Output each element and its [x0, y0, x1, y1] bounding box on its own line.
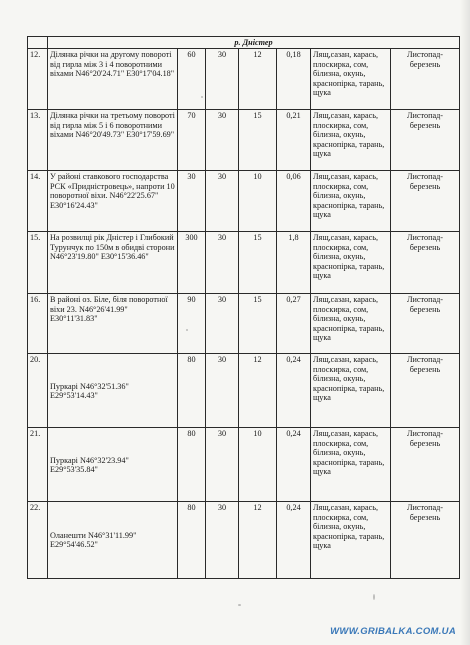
width-value: 30	[206, 171, 239, 232]
depth-value: 12	[239, 49, 277, 110]
location-description: Ділянка річки на третьому повороті від гирла між 5 і 6 поворотними віхами N46°20'49.73" E30°17'59.69"	[48, 110, 178, 171]
width-value: 30	[206, 428, 239, 502]
depth-value: 10	[239, 428, 277, 502]
width-value: 30	[206, 49, 239, 110]
depth-value: 12	[239, 502, 277, 579]
row-number: 13.	[28, 110, 48, 171]
fishing-areas-table	[27, 36, 460, 579]
row-number: 12.	[28, 49, 48, 110]
fish-species: Лящ,сазан, карась, плоскирка, сом, білизна, окунь, краснопірка, тарань, щука	[311, 428, 391, 502]
fishing-period: Листопад-березень	[391, 49, 460, 110]
depth-value: 12	[239, 354, 277, 428]
area-value: 0,21	[277, 110, 311, 171]
fishing-period: Листопад-березень	[391, 354, 460, 428]
fish-species: Лящ,сазан, карась, плоскирка, сом, білизна, окунь, краснопірка, тарань, щука	[311, 354, 391, 428]
row-number: 21.	[28, 428, 48, 502]
row-number: 15.	[28, 232, 48, 294]
fishing-period: Листопад-березень	[391, 294, 460, 354]
fishing-period: Листопад-березень	[391, 232, 460, 294]
river-name: р. Дністер	[48, 37, 460, 49]
scan-speck	[373, 594, 375, 600]
length-value: 80	[178, 354, 206, 428]
table-row	[28, 110, 460, 171]
area-value: 0,18	[277, 49, 311, 110]
width-value: 30	[206, 232, 239, 294]
table-row	[28, 49, 460, 110]
fishing-period: Листопад-березень	[391, 110, 460, 171]
depth-value: 10	[239, 171, 277, 232]
fish-species: Лящ,сазан, карась, плоскирка, сом, білизна, окунь, краснопірка, тарань, щука	[311, 49, 391, 110]
location-description: Оланешти N46°31'11.99" E29°54'46.52"	[48, 502, 178, 579]
fishing-period: Листопад-березень	[391, 428, 460, 502]
row-number: 22.	[28, 502, 48, 579]
depth-value: 15	[239, 110, 277, 171]
length-value: 60	[178, 49, 206, 110]
depth-value: 15	[239, 294, 277, 354]
length-value: 80	[178, 502, 206, 579]
length-value: 300	[178, 232, 206, 294]
fish-species: Лящ,сазан, карась, плоскирка, сом, білизна, окунь, краснопірка, тарань, щука	[311, 110, 391, 171]
table-row	[28, 232, 460, 294]
fish-species: Лящ,сазан, карась, плоскирка, сом, білизна, окунь, краснопірка, тарань, щука	[311, 294, 391, 354]
fish-species: Лящ,сазан, карась, плоскирка, сом, білизна, окунь, краснопірка, тарань, щука	[311, 502, 391, 579]
width-value: 30	[206, 110, 239, 171]
width-value: 30	[206, 354, 239, 428]
location-description: У районі ставкового господарства РСК «Придністровець», напроти 10 поворотної віхи. N46°22'25.67" E30°16'24.43"	[48, 171, 178, 232]
area-value: 0,06	[277, 171, 311, 232]
row-number: 14.	[28, 171, 48, 232]
length-value: 30	[178, 171, 206, 232]
width-value: 30	[206, 502, 239, 579]
fishing-period: Листопад-березень	[391, 502, 460, 579]
length-value: 90	[178, 294, 206, 354]
table-row	[28, 502, 460, 579]
location-description: Пуркарі N46°32'23.94" E29°53'35.84"	[48, 428, 178, 502]
depth-value: 15	[239, 232, 277, 294]
scan-speck	[201, 96, 203, 98]
area-value: 0,24	[277, 354, 311, 428]
row-number: 16.	[28, 294, 48, 354]
fishing-period: Листопад-березень	[391, 171, 460, 232]
location-description: В районі оз. Біле, біля поворотної віхи 23. N46°26'41.99" E30°11'31.83"	[48, 294, 178, 354]
location-description: Пуркарі N46°32'51.36" E29°53'14.43"	[48, 354, 178, 428]
area-value: 0,27	[277, 294, 311, 354]
length-value: 70	[178, 110, 206, 171]
site-watermark: WWW.GRIBALKA.COM.UA	[330, 626, 456, 637]
area-value: 1,8	[277, 232, 311, 294]
scan-speck	[186, 329, 188, 331]
area-value: 0,24	[277, 502, 311, 579]
table-row	[28, 294, 460, 354]
width-value: 30	[206, 294, 239, 354]
location-description: Ділянка річки на другому повороті від гирла між 3 і 4 поворотними віхами N46°20'24.71" E30°17'04.18"	[48, 49, 178, 110]
row-number: 20.	[28, 354, 48, 428]
table-row	[28, 428, 460, 502]
page-edge-shadow	[460, 0, 470, 645]
table-row	[28, 354, 460, 428]
length-value: 80	[178, 428, 206, 502]
fish-species: Лящ,сазан, карась, плоскирка, сом, білизна, окунь, краснопірка, тарань, щука	[311, 171, 391, 232]
section-header-row	[28, 37, 460, 49]
fish-species: Лящ,сазан, карась, плоскирка, сом, білизна, окунь, краснопірка, тарань, щука	[311, 232, 391, 294]
scan-speck	[238, 604, 241, 606]
table-row	[28, 171, 460, 232]
location-description: На розвилці рік Дністер і Глибокий Турунчук по 150м в обидві сторони N46°23'19.80" E30°15'36.46"	[48, 232, 178, 294]
area-value: 0,24	[277, 428, 311, 502]
